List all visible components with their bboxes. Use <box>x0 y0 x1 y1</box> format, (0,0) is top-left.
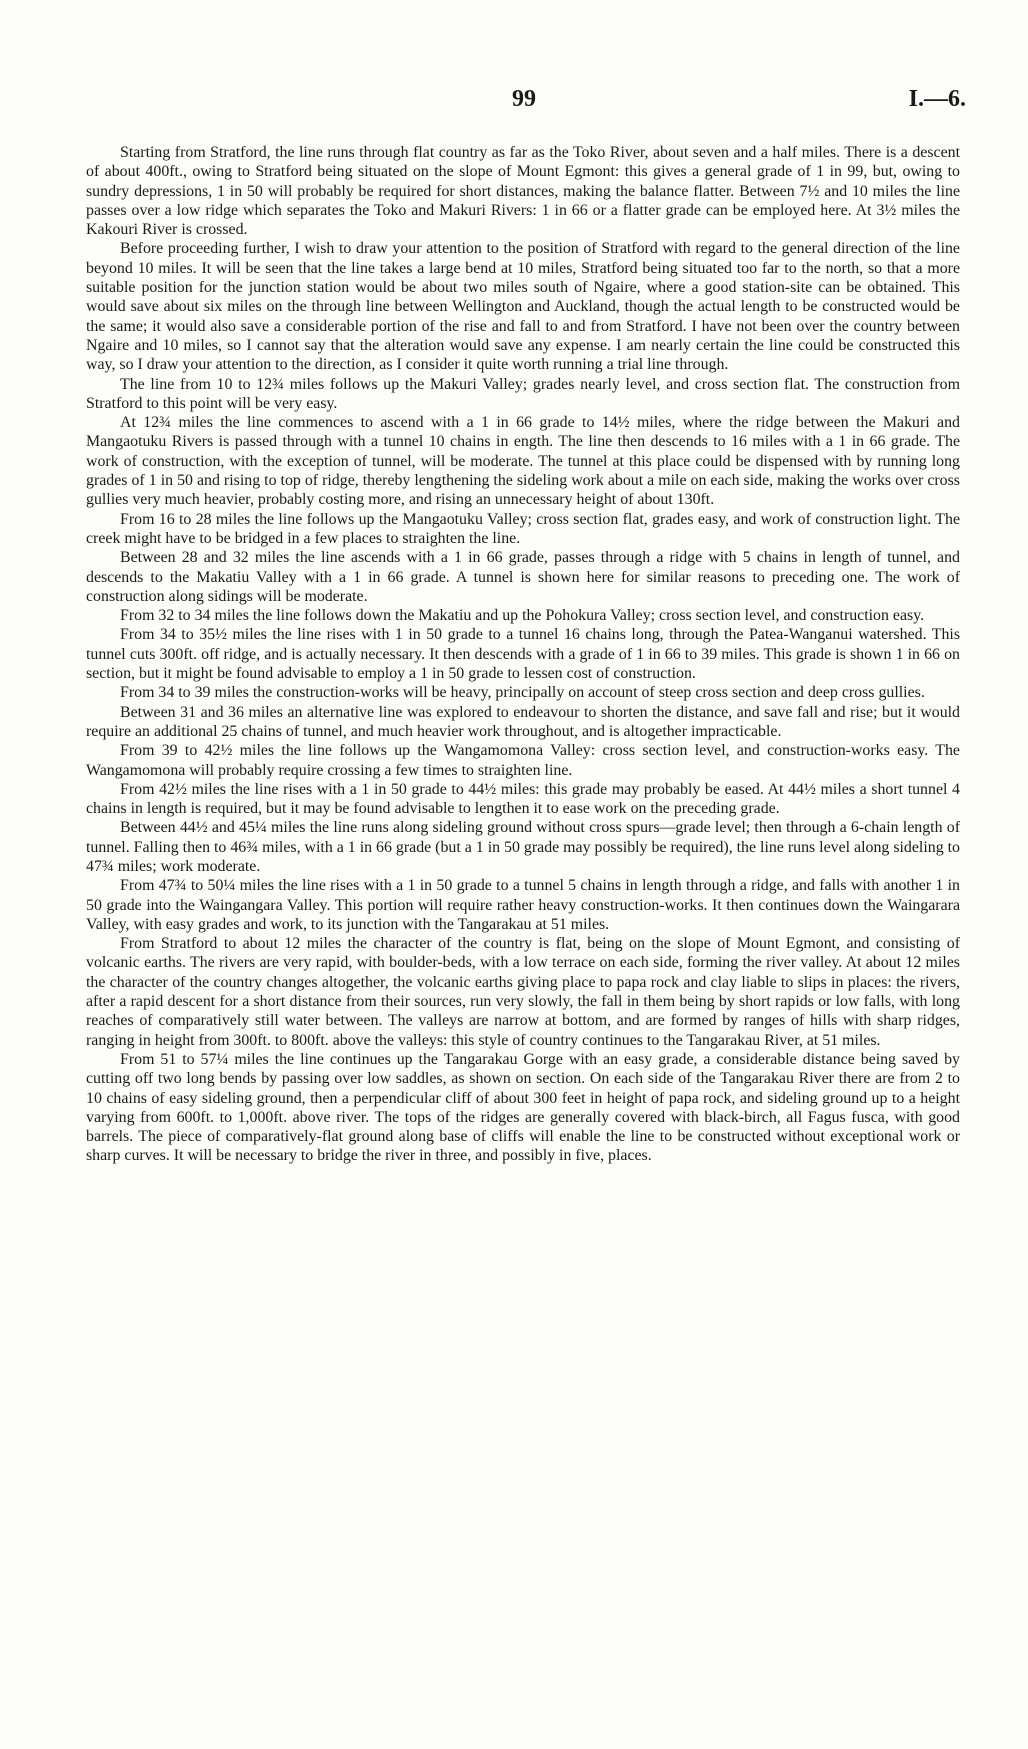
page-number: 99 <box>512 86 536 112</box>
paragraph: From 39 to 42½ miles the line follows up the Wangamomona Valley: cross section level, and construction-works easy. The Wangamomona will probably require crossing a few times to straighten line. <box>86 742 960 779</box>
paragraph: From 34 to 39 miles the construction-works will be heavy, principally on account of steep cross section and deep cross gullies. <box>120 684 925 702</box>
paragraph: Between 28 and 32 miles the line ascends with a 1 in 66 grade, passes through a ridge with 5 chains in length of tunnel, and descends to the Makatiu Valley with a 1 in 66 grade. A tunnel is shown here for similar reasons to preceding one. The work of construction along sidings will be moderate. <box>86 549 960 605</box>
paragraph: The line from 10 to 12¾ miles follows up the Makuri Valley; grades nearly level, and cross section flat. The construction from Stratford to this point will be very easy. <box>86 375 960 412</box>
paragraph: From 34 to 35½ miles the line rises with 1 in 50 grade to a tunnel 16 chains long, through the Patea-Wanganui watershed. This tunnel cuts 300ft. off ridge, and is actually necessary. It then descends with a grade of 1 in 66 to 39 miles. This grade is shown 1 in 66 on section, but it might be found advisable to employ a 1 in 50 grade to lessen cost of construction. <box>86 626 960 683</box>
paragraph: Between 44½ and 45¼ miles the line runs along sideling ground without cross spurs—grade level; then through a 6-chain length of tunnel. Falling then to 46¾ miles, with a 1 in 66 grade (but a 1 in 50 grade may possibly be required), the line runs level along sideling to 47¾ miles; work moderate. <box>86 819 960 875</box>
paragraph: From 42½ miles the line rises with a 1 in 50 grade to 44½ miles: this grade may probably be eased. At 44½ miles a short tunnel 4 chains in length is required, but it may be found advisable to lengthen it to ease work on the preceding grade. <box>86 780 960 818</box>
paragraph: From 32 to 34 miles the line follows down the Makatiu and up the Pohokura Valley; cross section level, and construction easy. <box>120 607 925 625</box>
paragraph: At 12¾ miles the line commences to ascend with a 1 in 66 grade to 14½ miles, where the ridge between the Makuri and Mangaotuku Rivers is passed through with a tunnel 10 chains in ength. The line then descends to 16 miles with a 1 in 66 grade. The work of construction, with the exception of tunnel, will be moderate. The tunnel at this place could be dispensed with by running long grades of 1 in 50 and rising to top of ridge, thereby lengthening the sideling work about a mile on each side, making the works over cross gullies very much heavier, probably costing more, and rising an unnecessary height of about 130ft. <box>86 414 960 509</box>
paragraph: From 16 to 28 miles the line follows up the Mangaotuku Valley; cross section flat, grades easy, and work of construction light. The creek might have to be bridged in a few places to straighten the line. <box>86 510 960 547</box>
report-body <box>86 143 960 1166</box>
paragraph: Between 31 and 36 miles an alternative line was explored to endeavour to shorten the distance, and save fall and rise; but it would require an additional 25 chains of tunnel, and much heavier work throughout, and is altogether impracticable. <box>86 703 960 740</box>
paragraph: From 47¾ to 50¼ miles the line rises with a 1 in 50 grade to a tunnel 5 chains in length through a ridge, and falls with another 1 in 50 grade into the Waingangara Valley. This portion will require rather heavy construction-works. It then continues down the Waingarara Valley, with easy grades and work, to its junction with the Tangarakau at 51 miles. <box>86 877 960 933</box>
paragraph: From Stratford to about 12 miles the character of the country is flat, being on the slope of Mount Egmont, and consisting of volcanic earths. The rivers are very rapid, with boulder-beds, with a low terrace on each side, forming the river valley. At about 12 miles the character of the country changes altogether, the volcanic earths giving place to papa rock and clay liable to slips in places: the rivers, after a rapid descent for a short distance from their sources, run very slowly, the fall in them being by short rapids or low falls, with long reaches of comparatively still water between. The valleys are narrow at bottom, and are formed by ranges of hills with sharp ridges, ranging in height from 300ft. to 800ft. above the valleys: this style of country continues to the Tangarakau River, at 51 miles. <box>86 935 960 1049</box>
paragraph: Before proceeding further, I wish to draw your attention to the position of Stratford with regard to the general direction of the line beyond 10 miles. It will be seen that the line takes a large bend at 10 miles, Stratford being situated too far to the north, so that a more suitable position for the junction station would be about two miles south of Ngaire, where a good station-site can be obtained. This would save about six miles on the through line between Wellington and Auckland, though the actual length to be constructed would be the same; it would also save a considerable portion of the rise and fall to and from Stratford. I have not been over the country between Ngaire and 10 miles, so I cannot say that the alteration would save any expense. I am nearly certain the line could be constructed this way, so I draw your attention to the direction, as I consider it quite worth running a trial line through. <box>86 240 960 374</box>
paragraph: Starting from Stratford, the line runs through flat country as far as the Toko River, about seven and a half miles. There is a descent of about 400ft., owing to Stratford being situated on the slope of Mount Egmont: this gives a general grade of 1 in 99, but, owing to sundry depressions, 1 in 50 will probably be required for short distances, making the balance flatter. Between 7½ and 10 miles the line passes over a low ridge which separates the Toko and Makuri Rivers: 1 in 66 or a flatter grade can be employed here. At 3½ miles the Kakouri River is crossed. <box>86 144 960 239</box>
paragraph: From 51 to 57¼ miles the line continues up the Tangarakau Gorge with an easy grade, a considerable distance being saved by cutting off two long bends by passing over low saddles, as shown on section. On each side of the Tangarakau River there are from 2 to 10 chains of easy sideling ground, then a perpendicular cliff of about 300 feet in height of papa rock, and sideling ground up to a height varying from 600ft. to 1,000ft. above river. The tops of the ridges are generally covered with black-birch, all Fagus fusca, with good barrels. The piece of comparatively-flat ground along base of cliffs will enable the line to be constructed without exceptional work or sharp curves. It will be necessary to bridge the river in three, and possibly in five, places. <box>86 1050 960 1165</box>
document-reference: I.—6. <box>908 86 966 112</box>
